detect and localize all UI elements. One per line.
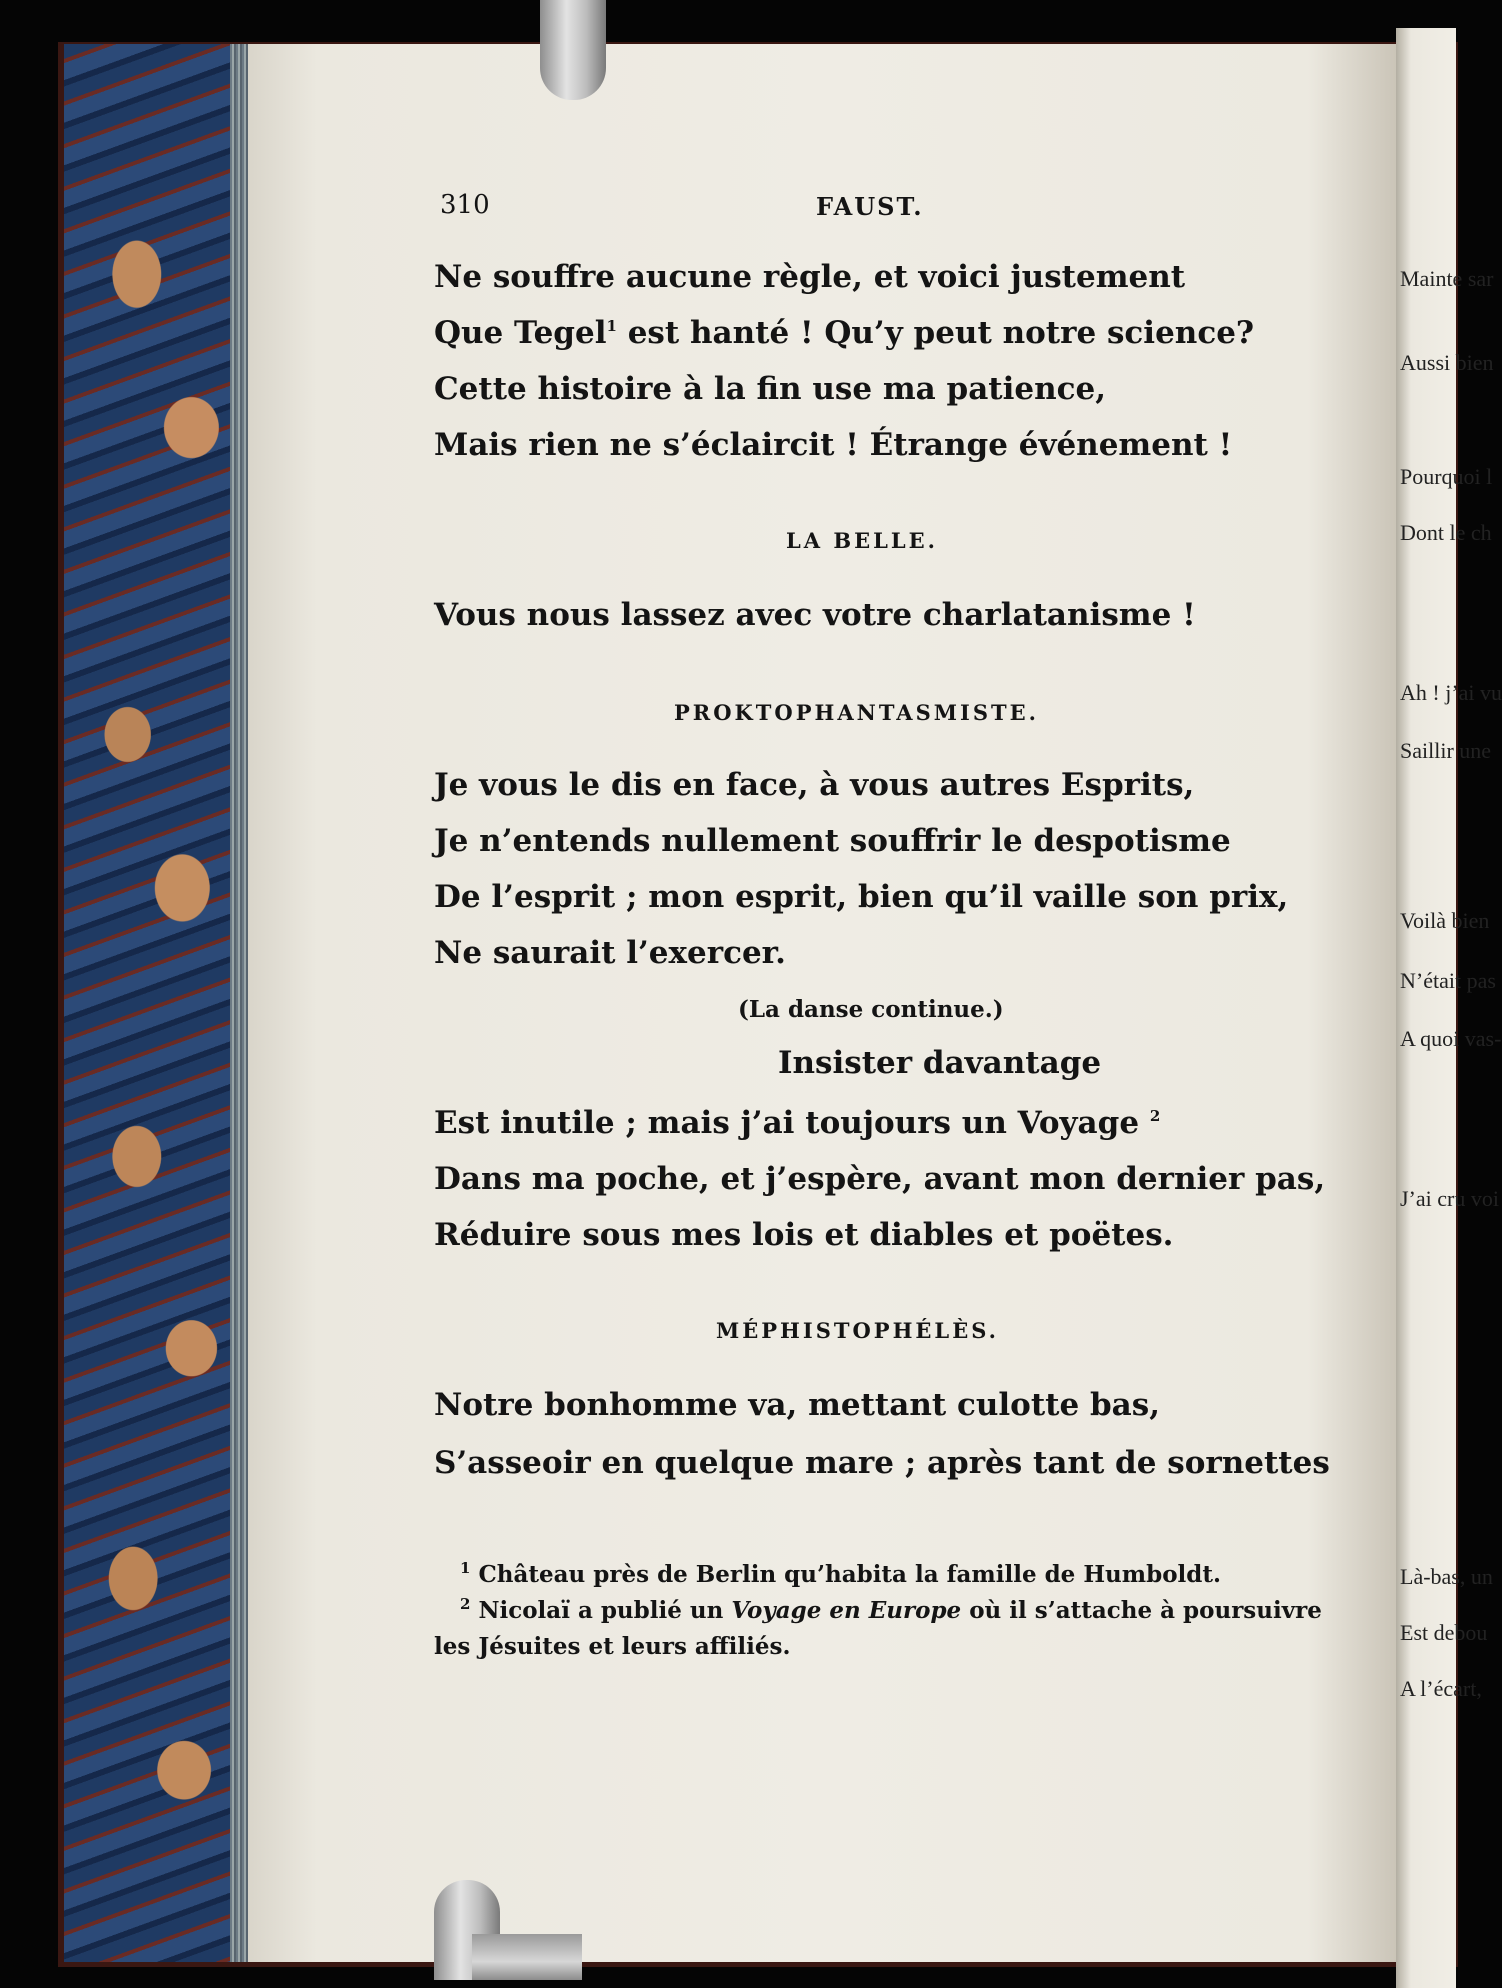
verse-line: S’asseoir en quelque mare ; après tant de sornettes [434,1445,1330,1481]
running-title: FAUST. [816,192,924,221]
verse-text: est hanté ! Qu’y peut notre science? [627,315,1255,351]
footnote-text: où il s’attache à poursuivre [969,1597,1322,1624]
next-page-fragment: A l’écart, [1400,1676,1482,1701]
footnote-2 [460,1594,1322,1627]
next-page-fragment: A quoi vas- [1400,1026,1502,1051]
next-page-fragment: Dont le ch [1400,520,1492,545]
speaker-name: PROKTOPHANTASMISTE. [674,700,1039,725]
verse-line [434,315,1255,351]
verse-line: Dans ma poche, et j’espère, avant mon dernier pas, [434,1161,1326,1197]
verse-line: Notre bonhomme va, mettant culotte bas, [434,1387,1161,1423]
next-page-fragment: N’était pas [1400,968,1496,993]
next-page-fragment: Là-bas, un [1400,1564,1493,1589]
footnote-ref: 2 [1149,1107,1161,1125]
footnote-mark: 2 [460,1595,471,1613]
verse-line: Je vous le dis en face, à vous autres Esprits, [434,767,1195,803]
speaker-name: LA BELLE. [786,528,938,553]
next-page-fragment: Est debou [1400,1620,1488,1645]
page-clip-top [540,0,606,100]
next-page-fragment: Voilà bien [1400,908,1490,933]
footnote-text: Château près de Berlin qu’habita la famille de Humboldt. [478,1561,1221,1588]
stage-direction: (La danse continue.) [738,996,1004,1023]
footnote-mark: 1 [460,1559,471,1577]
clip-holder [472,1934,582,1980]
page-number: 310 [440,190,490,220]
next-page-fragment: J’ai cru voi [1400,1186,1499,1211]
footnote-ref: 1 [606,317,617,335]
speaker-name: MÉPHISTOPHÉLÈS. [716,1318,999,1343]
next-page-fragment: Aussi bien [1400,350,1494,375]
next-page-fragment: Ah ! j’ai vu [1400,680,1502,705]
verse-line: Insister davantage [778,1045,1102,1081]
verse-line: Ne souffre aucune règle, et voici justement [434,259,1186,295]
footnote-text: Nicolaï a publié un [478,1597,724,1624]
verse-line: De l’esprit ; mon esprit, bien qu’il vaille son prix, [434,879,1289,915]
verse-line: Ne saurait l’exercer. [434,935,786,971]
verse-line: Vous nous lassez avec votre charlatanisme ! [434,597,1196,633]
verse-text: Est inutile ; mais j’ai toujours un Voyage [434,1105,1140,1141]
marbled-page-edge [64,44,246,1962]
verse-line [434,1105,1161,1141]
verse-word: Que Tegel [434,315,607,351]
page-edge-strip [230,44,248,1962]
verse-line: Cette histoire à la fin use ma patience, [434,371,1107,407]
next-page-fragment: Pourquoi l [1400,464,1493,489]
footnote-book-title: Voyage en Europe [731,1597,962,1624]
verse-line: Je n’entends nullement souffrir le despotisme [434,823,1231,859]
next-page-fragment: Mainte sar [1400,266,1494,291]
footnote-1 [460,1558,1221,1591]
next-page-fragment: Saillir une [1400,738,1492,763]
verse-line: Réduire sous mes lois et diables et poëtes. [434,1217,1174,1253]
verse-line: Mais rien ne s’éclaircit ! Étrange événement ! [434,427,1233,463]
next-page-edge [1396,28,1502,1988]
footnote-2-continued: les Jésuites et leurs affiliés. [434,1633,791,1660]
